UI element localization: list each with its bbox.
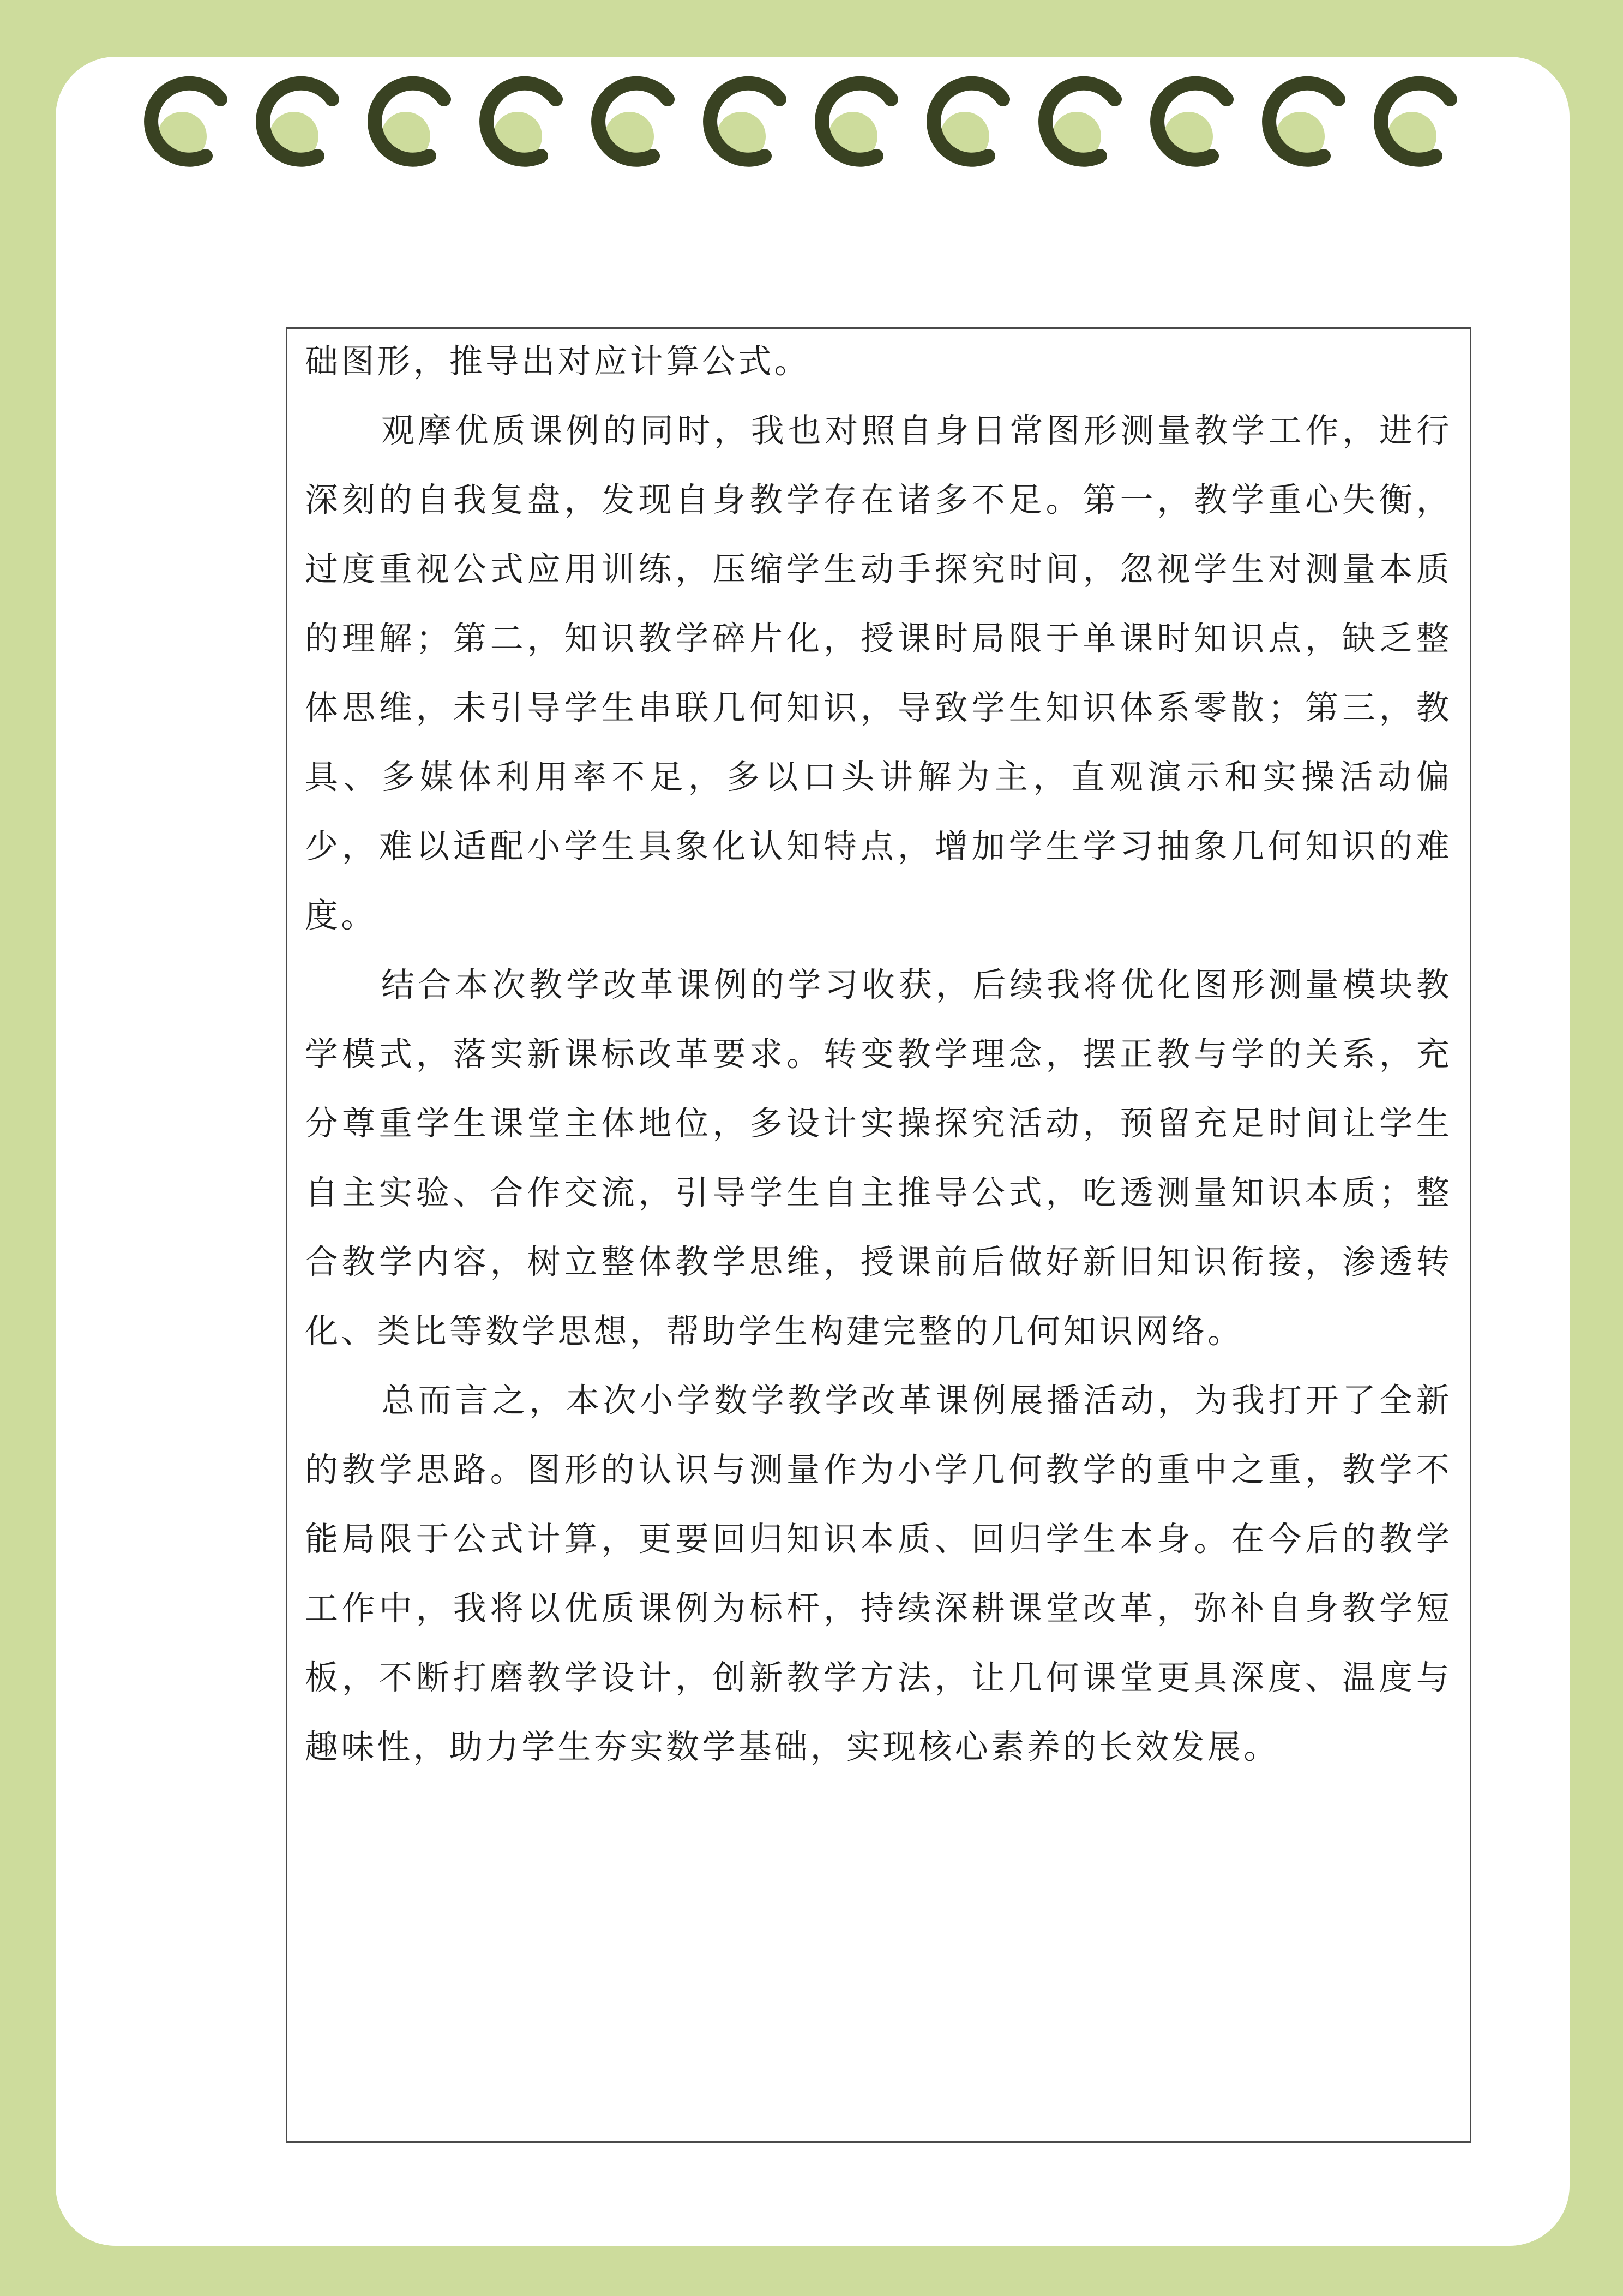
paragraph-conclusion: 总而言之，本次小学数学教学改革课例展播活动，为我打开了全新的教学思路。图形的认识与测量作为小学几何教学的重中之重，教学不能局限于公式计算，更要回归知识本质、回归学生本身。在今后的教学工作中，我将以优质课例为标杆，持续深耕课堂改革，弥补自身教学短板，不断打磨教学设计，创新教学方法，让几何课堂更具深度、温度与趣味性，助力学生夯实数学基础，实现核心素养的长效发展。 [305,1381,1452,1766]
paragraph-continuation: 础图形，推导出对应计算公式。 [305,342,810,381]
text-frame [286,327,1471,2143]
notebook-page [56,57,1570,2246]
binding-ring-icon [1336,24,1488,188]
paragraph-improvement-plan: 结合本次教学改革课例的学习收获，后续我将优化图形测量模块教学模式，落实新课标改革要求。转变教学理念，摆正教与学的关系，充分尊重学生课堂主体地位，多设计实操探究活动，预留充足时间让学生自主实验、合作交流，引导学生自主推导公式，吃透测量知识本质；整合教学内容，树立整体教学思维，授课前后做好新旧知识衔接，渗透转化、类比等数学思想，帮助学生构建完整的几何知识网络。 [305,966,1452,1351]
paragraph-reflection: 观摩优质课例的同时，我也对照自身日常图形测量教学工作，进行深刻的自我复盘，发现自身教学存在诸多不足。第一，教学重心失衡，过度重视公式应用训练，压缩学生动手探究时间，忽视学生对测量本质的理解；第二，知识教学碎片化，授课时局限于单课时知识点，缺乏整体思维，未引导学生串联几何知识，导致学生知识体系零散；第三，教具、多媒体利用率不足，多以口头讲解为主，直观演示和实操活动偏少，难以适配小学生具象化认知特点，增加学生学习抽象几何知识的难度。 [305,411,1452,935]
